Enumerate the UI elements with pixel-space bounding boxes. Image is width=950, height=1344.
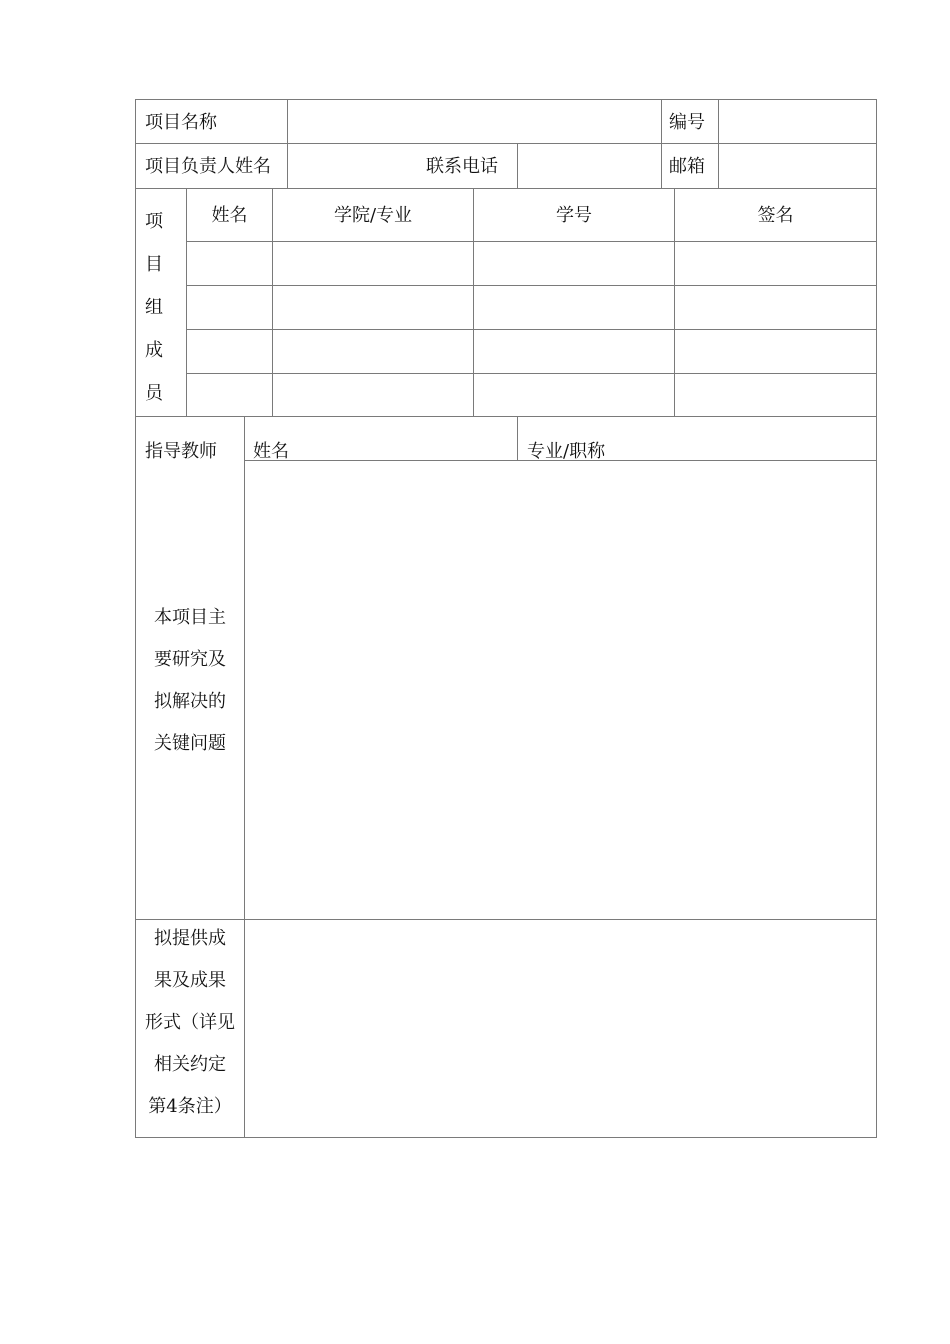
border-bottom [135, 1137, 877, 1138]
row2-vline [287, 143, 288, 189]
outcomes-label-line: 果及成果 [154, 970, 226, 991]
member-signature-cell[interactable] [675, 374, 876, 416]
member-name-cell[interactable] [187, 242, 272, 285]
advisor-vline [517, 416, 518, 461]
member-student-id-cell[interactable] [474, 286, 674, 329]
member-college-cell[interactable] [273, 330, 473, 373]
member-student-id-cell[interactable] [474, 330, 674, 373]
member-student-id-cell[interactable] [474, 374, 674, 416]
project-name-label: 项目名称 [145, 112, 217, 133]
border-right [876, 99, 877, 1138]
research-label-line: 要研究及 [154, 649, 226, 670]
phone-field[interactable] [518, 144, 661, 188]
member-name-cell[interactable] [187, 374, 272, 416]
research-content-area[interactable] [245, 461, 876, 919]
advisor-vline [244, 416, 245, 461]
member-name-cell[interactable] [187, 286, 272, 329]
member-college-cell[interactable] [273, 374, 473, 416]
members-side-char: 项 [145, 211, 163, 232]
member-student-id-cell[interactable] [474, 242, 674, 285]
research-label-line: 本项目主 [154, 607, 226, 628]
member-header-student-id: 学号 [556, 205, 592, 226]
member-signature-cell[interactable] [675, 330, 876, 373]
member-header-signature: 签名 [757, 205, 794, 226]
divider-members [135, 416, 877, 417]
outcomes-label-line: 形式（详见 [145, 1012, 235, 1033]
email-field[interactable] [719, 144, 876, 188]
members-side-char: 组 [145, 297, 163, 318]
email-label: 邮箱 [669, 156, 705, 177]
members-side-label [135, 200, 173, 415]
research-label [136, 597, 244, 765]
outcomes-content-area[interactable] [245, 920, 876, 1137]
research-label-line: 拟解决的 [154, 691, 226, 712]
member-row [187, 286, 876, 329]
row2-vline [661, 143, 662, 189]
research-label-line: 关键问题 [154, 733, 226, 754]
number-field[interactable] [719, 100, 876, 143]
project-name-field[interactable] [288, 100, 661, 143]
member-row [187, 242, 876, 285]
member-header-name: 姓名 [211, 205, 248, 226]
advisor-name-label: 姓名 [253, 441, 289, 462]
member-college-cell[interactable] [273, 286, 473, 329]
outcomes-label-line: 拟提供成 [154, 928, 226, 949]
outcomes-label [136, 918, 244, 1128]
member-row [187, 330, 876, 373]
member-signature-cell[interactable] [675, 286, 876, 329]
member-header-college: 学院/专业 [333, 205, 413, 226]
row1-vline [661, 99, 662, 144]
member-row [187, 374, 876, 416]
members-side-char: 员 [145, 383, 163, 404]
member-name-cell[interactable] [187, 330, 272, 373]
phone-label: 联系电话 [426, 156, 498, 177]
advisor-major-title-label: 专业/职称 [527, 441, 606, 462]
member-college-cell[interactable] [273, 242, 473, 285]
members-side-char: 成 [145, 340, 163, 361]
outcomes-label-line: 第4条注） [148, 1096, 232, 1117]
number-label: 编号 [669, 112, 705, 133]
divider-row2 [135, 188, 877, 189]
advisor-label: 指导教师 [145, 441, 217, 462]
outcomes-label-line: 相关约定 [154, 1054, 226, 1075]
members-side-char: 目 [145, 254, 163, 275]
leader-name-label: 项目负责人姓名 [145, 156, 271, 177]
member-signature-cell[interactable] [675, 242, 876, 285]
